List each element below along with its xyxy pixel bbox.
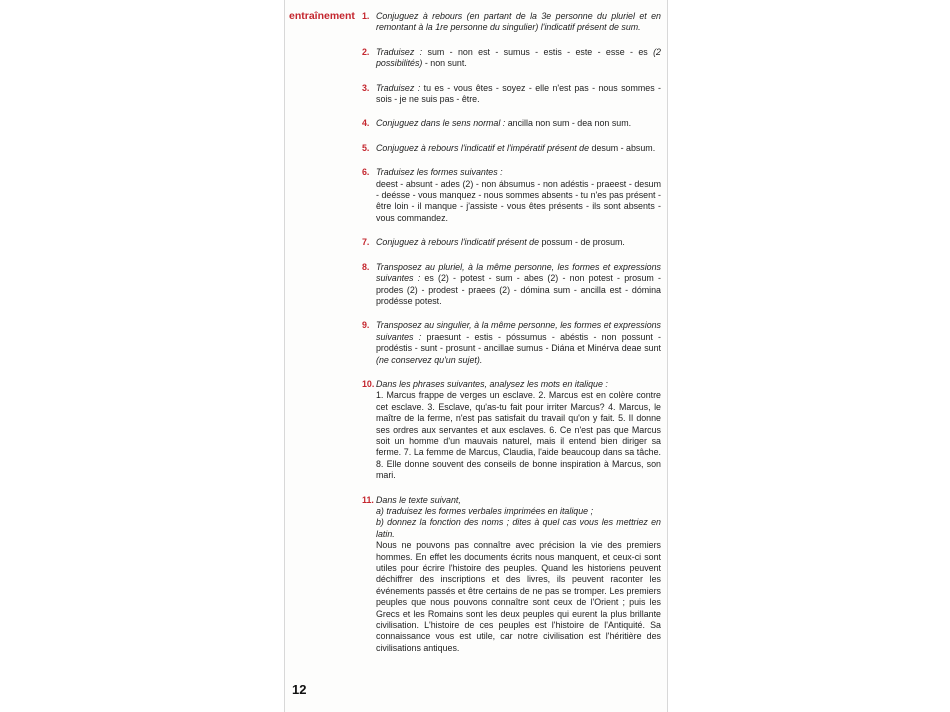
- exercise-instruction: Traduisez :: [376, 46, 423, 57]
- exercise-note: (ne conservez qu'un sujet).: [376, 354, 483, 365]
- exercise-text: possum - de prosum.: [541, 237, 625, 248]
- exercise-1: [363, 11, 661, 34]
- exercise-number: 11.: [362, 494, 374, 505]
- exercise-list: [363, 11, 661, 654]
- exercise-text: ancilla non sum - dea non sum.: [507, 118, 632, 129]
- exercise-2: [363, 47, 661, 70]
- exercise-number: 5.: [362, 142, 370, 153]
- exercise-number: 1.: [362, 11, 370, 21]
- exercise-instruction: Conjuguez à rebours (en partant de la 3e personne du pluriel et en remontant à la 1re personne du singulier) l'indicatif présent de sum.: [376, 11, 661, 33]
- exercise-3: [363, 83, 661, 106]
- exercise-instruction: Traduisez :: [376, 82, 421, 93]
- exercise-instruction: Traduisez les formes suivantes :: [376, 167, 503, 178]
- exercise-instruction: Conjuguez à rebours l'indicatif présent de: [376, 237, 540, 248]
- exercise-text: es (2) - potest - sum - abes (2) - non potest - prosum - prodes (2) - prodest - praees (2) - dómina sum - ancilla est - dómina prodésse potest.: [376, 273, 661, 306]
- exercise-number: 9.: [362, 320, 370, 331]
- exercise-6: [363, 167, 661, 224]
- exercise-number: 6.: [362, 167, 370, 178]
- exercise-8: [363, 262, 661, 308]
- exercise-7: [363, 237, 661, 248]
- exercise-instruction: Conjuguez dans le sens normal :: [376, 118, 506, 129]
- exercise-text: praesunt - estis - póssumus - abéstis - non possunt - prodéstis - sunt - prosunt - ancillae sumus - Diána et Minérva deae sunt: [376, 331, 661, 354]
- page-number: 12: [292, 682, 307, 697]
- section-label: entraînement: [289, 10, 355, 22]
- exercise-instruction: Conjuguez à rebours l'indicatif et l'impératif présent de: [376, 142, 590, 153]
- exercise-text-end: - non sunt.: [424, 58, 467, 69]
- exercise-number: 10.: [362, 378, 375, 389]
- exercise-10: [363, 379, 661, 482]
- exercise-5: [363, 143, 661, 154]
- exercise-11: [363, 495, 661, 655]
- exercise-instruction: Transposez au pluriel, à la même personne, les formes et expressions suivantes :: [376, 261, 661, 284]
- exercise-instruction: Transposez au singulier, à la même personne, les formes et expressions suivantes :: [376, 320, 661, 342]
- exercise-number: 3.: [362, 82, 370, 93]
- exercise-number: 4.: [362, 118, 370, 129]
- exercise-number: 8.: [362, 261, 370, 272]
- exercise-text: tu es - vous êtes - soyez - elle n'est pas - nous sommes - sois - je ne suis pas - être.: [376, 82, 661, 105]
- exercise-instruction: Dans le texte suivant,: [376, 494, 461, 505]
- exercise-4: [363, 118, 661, 129]
- exercise-subtask-b: b) donnez la fonction des noms ; dites à quel cas vous les mettriez en latin.: [376, 517, 661, 539]
- exercise-text: Nous ne pouvons pas connaître avec précision la vie des premiers hommes. En effet les documents écrits nous manquent, et ceux-ci sont utiles pour écrire l'histoire des peuples. Quand les historiens peuvent déchiffrer des inscriptions et des livres, ils peuvent raconter les événements passés et être certains de ne pas se tromper. Les premiers peuples que nous pouvons connaître sont ceux de l'Orient ; puis les Grecs et les Romains sont les deux peuples qui eurent la plus brillante civilisation. L'histoire de ces peuples est l'histoire de l'Antiquité. Sa connaissance vous est utile, car notre civilisation est l'héritière des civilisations antiques.: [376, 540, 661, 653]
- exercise-note: (2 possibilités): [376, 46, 661, 69]
- exercise-text: deest - absunt - ades (2) - non ábsumus - non adéstis - praeest - desum - deésse - vous manquez - nous sommes absents - tu n'es pas présent - être loin - il manque - j'assiste - vous êtes présents - ils sont absents - vous commandez.: [376, 178, 661, 223]
- exercise-9: [363, 320, 661, 366]
- exercise-instruction: Dans les phrases suivantes, analysez les mots en italique :: [376, 378, 608, 389]
- exercise-text: 1. Marcus frappe de verges un esclave. 2. Marcus est en colère contre cet esclave. 3. Esclave, qu'as-tu fait pour irriter Marcus? 4. Marcus, le maître de la ferme, n'est pas satisfait du travail qu'on y fait. 5. Il donne ses ordres aux servantes et aux esclaves. 6. Ce n'est pas que Marcus soit un homme d'un mauvais naturel, mais il entend bien diriger sa ferme. 7. La femme de Marcus, Claudia, l'aide beaucoup dans sa tâche. 8. Elle donne souvent des conseils de bonne inspiration à Marcus, son mari.: [376, 390, 661, 481]
- textbook-page: [284, 0, 668, 712]
- exercise-number: 2.: [362, 46, 370, 57]
- exercise-number: 7.: [362, 237, 370, 248]
- exercise-text: sum - non est - sumus - estis - este - esse - es: [427, 46, 648, 57]
- exercise-subtask-a: a) traduisez les formes verbales imprimées en italique ;: [376, 506, 594, 516]
- exercise-text: desum - absum.: [591, 142, 656, 153]
